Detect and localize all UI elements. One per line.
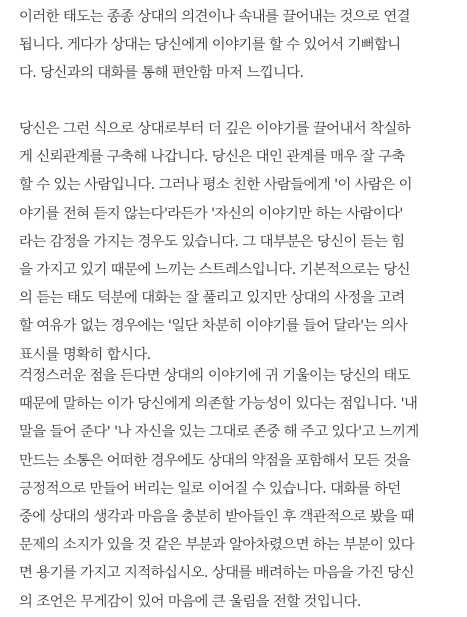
paragraph-2 bbox=[19, 115, 459, 369]
text-line: 을 가지고 있기 때문에 느끼는 스트레스입니다. 기본적으로는 당신 bbox=[19, 261, 410, 278]
paragraph-1 bbox=[19, 3, 459, 88]
text-line: 당신은 그런 식으로 상대로부터 더 깊은 이야기를 끌어내서 착실하 bbox=[19, 121, 410, 137]
text-line: 만드는 소통은 어떠한 경우에도 상대의 약점을 포함해서 모든 것을 bbox=[19, 452, 410, 469]
text-line: 중에 상대의 생각과 마음을 충분히 받아들인 후 객관적으로 봤을 때 bbox=[19, 508, 414, 525]
text-line: 때문에 말하는 이가 당신에게 의존할 가능성이 있다는 점입니다. '내 bbox=[19, 396, 418, 413]
text-line: 의 조언은 무게감이 있어 마음에 큰 울림을 전할 것입니다. bbox=[19, 593, 361, 610]
text-line: 됩니다. 게다가 상대는 당신에게 이야기를 할 수 있어서 기뻐합니 bbox=[19, 37, 401, 54]
text-line: 걱정스러운 점을 든다면 상대의 이야기에 귀 기울이는 당신의 태도 bbox=[19, 368, 410, 384]
text-line: 게 신뢰관계를 구축해 나갑니다. 당신은 대인 관계를 매우 잘 구축 bbox=[19, 149, 405, 166]
paragraph-3 bbox=[19, 362, 459, 616]
text-line: 야기를 전혀 듣지 않는다'라든가 '자신의 이야기만 하는 사람이다' bbox=[19, 205, 403, 222]
text-line: 표시를 명확히 합시다. bbox=[19, 346, 151, 363]
text-line: 다. 당신과의 대화를 통해 편안함 마저 느낍니다. bbox=[19, 65, 304, 82]
text-line: 면 용기를 가지고 지적하십시오. 상대를 배려하는 마음을 가진 당신 bbox=[19, 565, 414, 582]
text-line: 라는 감정을 가지는 경우도 있습니다. 그 대부분은 당신이 듣는 힘 bbox=[19, 233, 405, 250]
text-line: 할 수 있는 사람입니다. 그러나 평소 친한 사람들에게 '이 사람은 이 bbox=[19, 177, 412, 194]
text-line: 말을 들어 준다' '나 자신을 있는 그대로 존중 해 주고 있다'고 느끼게 bbox=[19, 424, 419, 441]
text-line: 이러한 태도는 종종 상대의 의견이나 속내를 끌어내는 것으로 연결 bbox=[19, 9, 410, 25]
text-line: 의 듣는 태도 덕분에 대화는 잘 풀리고 있지만 상대의 사정을 고려 bbox=[19, 290, 405, 307]
text-line: 할 여유가 없는 경우에는 '일단 차분히 이야기를 들어 달라'는 의사 bbox=[19, 318, 408, 335]
text-line: 긍정적으로 만들어 버리는 일로 이어질 수 있습니다. 대화를 하던 bbox=[19, 480, 401, 497]
text-line: 문제의 소지가 있을 것 같은 부분과 알아차렸으면 하는 부분이 있다 bbox=[19, 537, 414, 554]
